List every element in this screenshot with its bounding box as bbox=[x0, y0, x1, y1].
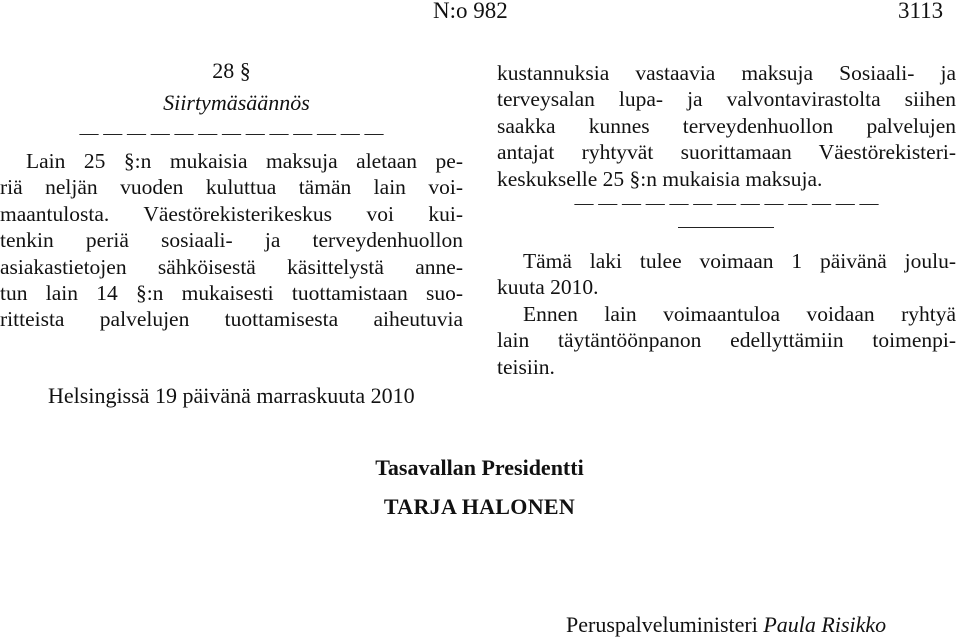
issue-number: N:o 982 bbox=[433, 0, 508, 23]
right-line: kuuta 2010. bbox=[497, 275, 599, 300]
left-line: tenkin periä sosiaali- ja terveydenhuollon bbox=[0, 228, 463, 253]
minister-signature bbox=[566, 612, 886, 638]
right-line: kustannuksia vastaavia maksuja Sosiaali- ja bbox=[497, 61, 956, 85]
right-line: antajat ryhtyvät suorittamaan Väestörekisteri- bbox=[497, 140, 956, 165]
minister-name: Paula Risikko bbox=[763, 612, 887, 637]
section-heading: Siirtymäsäännös bbox=[163, 90, 310, 115]
separator-dashes: — — — — — — — — — — — — — bbox=[574, 192, 879, 214]
left-paragraph bbox=[0, 148, 463, 333]
right-line: Tämä laki tulee voimaan 1 päivänä joulu- bbox=[523, 248, 956, 273]
right-line: keskukselle 25 §:n mukaisia maksuja. bbox=[497, 166, 823, 191]
right-column bbox=[497, 60, 956, 380]
end-rule bbox=[678, 227, 774, 228]
right-line: saakka kunnes terveydenhuollon palvelujen bbox=[497, 113, 956, 138]
right-line: terveysalan lupa- ja valvontavirastolta siihen bbox=[497, 87, 956, 112]
left-line: ritteista palvelujen tuottamisesta aiheutuvia bbox=[0, 307, 463, 332]
left-line: maantulosta. Väestörekisterikeskus voi kui- bbox=[0, 201, 463, 226]
minister-role: Peruspalveluministeri bbox=[566, 612, 758, 637]
right-line: Ennen lain voimaantuloa voidaan ryhtyä bbox=[523, 301, 956, 326]
separator-dashes: — — — — — — — — — — — — — bbox=[79, 124, 384, 144]
end-rule-wrap bbox=[497, 218, 956, 248]
left-column bbox=[0, 58, 463, 333]
left-line: tun lain 14 §:n mukaisesti tuottamistaan suo- bbox=[0, 280, 463, 305]
page-number: 3113 bbox=[898, 0, 944, 23]
left-line: Lain 25 §:n mukaisia maksuja aletaan pe- bbox=[26, 149, 463, 173]
right-line: lain täytäntöönpanon edellyttämiin toimenpi- bbox=[497, 328, 956, 353]
left-line: riä neljän vuoden kuluttua tämän lain voi- bbox=[0, 175, 463, 200]
left-line: asiakastietojen sähköisestä käsittelystä anne- bbox=[0, 254, 463, 279]
place-date: Helsingissä 19 päivänä marraskuuta 2010 bbox=[48, 383, 415, 408]
section-number: 28 § bbox=[212, 58, 251, 83]
president-name: TARJA HALONEN bbox=[383, 494, 576, 519]
president-title: Tasavallan Presidentti bbox=[375, 455, 584, 480]
right-line: teisiin. bbox=[497, 354, 555, 379]
